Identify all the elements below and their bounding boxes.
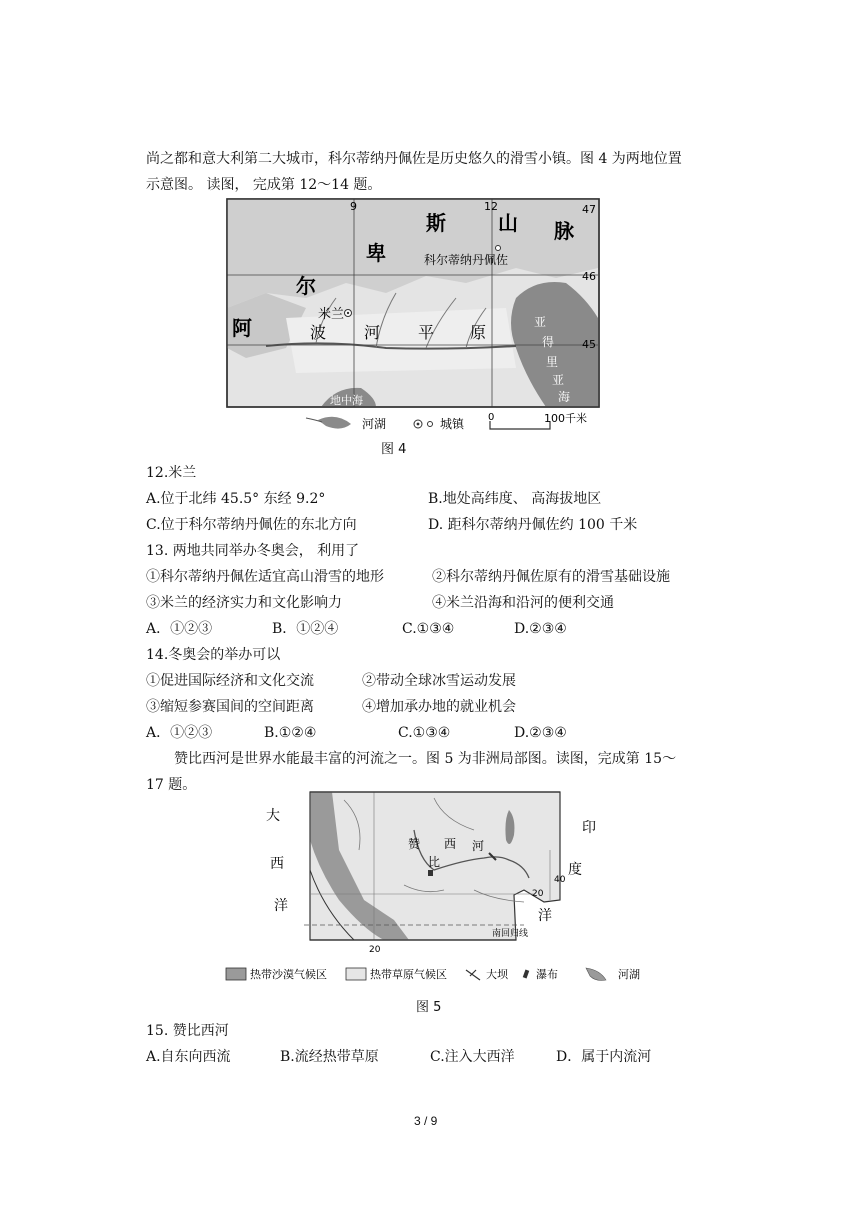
indian-char-3: 洋 (538, 908, 552, 924)
q15-option-d: D．属于内流河 (556, 1049, 652, 1065)
adriatic-char-5: 海 (558, 390, 571, 404)
q13-statement-4: ④米兰沿海和沿河的便利交通 (432, 595, 614, 611)
q12-option-a: A.位于北纬 45.5° 东经 9.2° (146, 491, 326, 507)
legend-desert-swatch (226, 968, 246, 980)
atlantic-char-1: 大 (266, 808, 280, 824)
legend-dam-icon (466, 970, 480, 980)
zambezi-char-1: 赞 (408, 837, 421, 851)
page-number: 3 / 9 (414, 1114, 438, 1128)
intro-line-2: 示意图。 读图， 完成第 12～14 题。 (146, 177, 382, 193)
alps-char-3: 卑 (366, 241, 386, 265)
lon-label-40: 40 (554, 875, 566, 885)
lat-label-47: 47 (582, 203, 596, 216)
zambezi-char-2: 比 (428, 855, 441, 869)
legend-falls-icon (523, 970, 529, 979)
q13-stem: 13. 两地共同举办冬奥会， 利用了 (146, 543, 360, 559)
adriatic-char-3: 里 (546, 355, 559, 369)
q12-stem: 12.米兰 (146, 465, 197, 481)
q13-option-d: D.②③④ (514, 621, 567, 637)
legend-savanna-swatch (346, 968, 366, 980)
po-plain-char-1: 波 (310, 323, 327, 342)
q15-option-c: C.注入大西洋 (430, 1049, 515, 1065)
legend-river-lake-icon-5 (586, 968, 606, 981)
po-plain-char-2: 河 (364, 323, 381, 342)
mediterranean-label: 地中海 (330, 394, 363, 407)
po-plain-char-4: 原 (470, 323, 487, 342)
legend-dam: 大坝 (486, 968, 508, 981)
legend-river-lake-icon (318, 417, 351, 429)
scale-max: 100千米 (544, 412, 587, 425)
q14-statement-4: ④增加承办地的就业机会 (362, 699, 516, 715)
zambezi-char-4: 河 (472, 839, 485, 853)
q14-statement-3: ③缩短参赛国间的空间距离 (146, 699, 314, 715)
q15-option-a: A.自东向西流 (146, 1049, 231, 1065)
figure-4-caption: 图 4 (381, 442, 407, 457)
legend-falls: 瀑布 (536, 968, 558, 981)
intro-line-1: 尚之都和意大利第二大城市，科尔蒂纳丹佩佐是历史悠久的滑雪小镇。图 4 为两地位置 (146, 151, 682, 167)
figure-4-map (226, 198, 600, 438)
figure-5-caption: 图 5 (416, 1000, 442, 1015)
q15-option-b: B.流经热带草原 (280, 1049, 379, 1065)
intro2-line-1: 赞比西河是世界水能最丰富的河流之一。图 5 为非洲局部图。读图，完成第 15～ (174, 751, 677, 767)
q13-option-a: A．①②③ (146, 621, 213, 637)
alps-char-1: 阿 (232, 316, 252, 340)
lon-label-12: 12 (484, 200, 498, 213)
q14-option-a: A．①②③ (146, 725, 213, 741)
q13-option-b: B．①②④ (272, 621, 339, 637)
q14-stem: 14.冬奥会的举办可以 (146, 647, 281, 663)
scale-bar (490, 421, 550, 429)
q13-statement-1: ①科尔蒂纳丹佩佐适宜高山滑雪的地形 (146, 569, 384, 585)
indian-char-1: 印 (582, 820, 596, 836)
zambezi-char-3: 西 (444, 837, 457, 851)
adriatic-char-1: 亚 (534, 315, 547, 329)
q13-option-c: C.①③④ (402, 621, 455, 637)
legend-river-lake-5: 河湖 (618, 968, 640, 981)
waterfall-marker (428, 870, 433, 876)
legend-river-lake: 河湖 (362, 417, 387, 431)
q14-option-d: D.②③④ (514, 725, 567, 741)
atlantic-char-3: 洋 (274, 898, 288, 914)
legend-savanna: 热带草原气候区 (370, 968, 447, 981)
alps-char-5: 山 (498, 211, 518, 235)
q14-statement-1: ①促进国际经济和文化交流 (146, 673, 314, 689)
atlantic-char-2: 西 (270, 856, 284, 872)
scale-zero: 0 (488, 412, 495, 423)
q14-option-c: C.①③④ (398, 725, 451, 741)
lat-label-45: 45 (582, 338, 596, 351)
indian-char-2: 度 (568, 862, 582, 878)
tropic-label: 南回归线 (492, 929, 529, 939)
milan-label: 米兰 (318, 307, 345, 322)
legend-desert: 热带沙漠气候区 (250, 968, 327, 981)
figure-5-map (224, 790, 654, 988)
q12-option-d: D. 距科尔蒂纳丹佩佐约 100 千米 (428, 517, 638, 533)
alps-char-6: 脉 (554, 219, 574, 243)
q12-option-c: C.位于科尔蒂纳丹佩佐的东北方向 (146, 517, 357, 533)
legend-town: 城镇 (440, 417, 465, 431)
cortina-marker (496, 246, 501, 251)
q14-statement-2: ②带动全球冰雪运动发展 (362, 673, 516, 689)
po-plain-char-3: 平 (418, 323, 435, 342)
alps-char-2: 尔 (296, 274, 316, 298)
cortina-label: 科尔蒂纳丹佩佐 (424, 253, 509, 267)
lon-label-20: 20 (369, 945, 381, 955)
alps-char-4: 斯 (426, 211, 446, 235)
q14-option-b: B.①②④ (264, 725, 317, 741)
lat-label-20: 20 (532, 889, 544, 899)
intro2-line-2: 17 题。 (146, 777, 197, 793)
q15-stem: 15. 赞比西河 (146, 1023, 229, 1039)
lat-label-46: 46 (582, 270, 596, 283)
q13-statement-3: ③米兰的经济实力和文化影响力 (146, 595, 342, 611)
lon-label-9: 9 (350, 200, 357, 213)
adriatic-char-2: 得 (542, 335, 555, 349)
q13-statement-2: ②科尔蒂纳丹佩佐原有的滑雪基础设施 (432, 569, 670, 585)
adriatic-char-4: 亚 (552, 373, 565, 387)
q12-option-b: B.地处高纬度、 高海拔地区 (428, 491, 602, 507)
